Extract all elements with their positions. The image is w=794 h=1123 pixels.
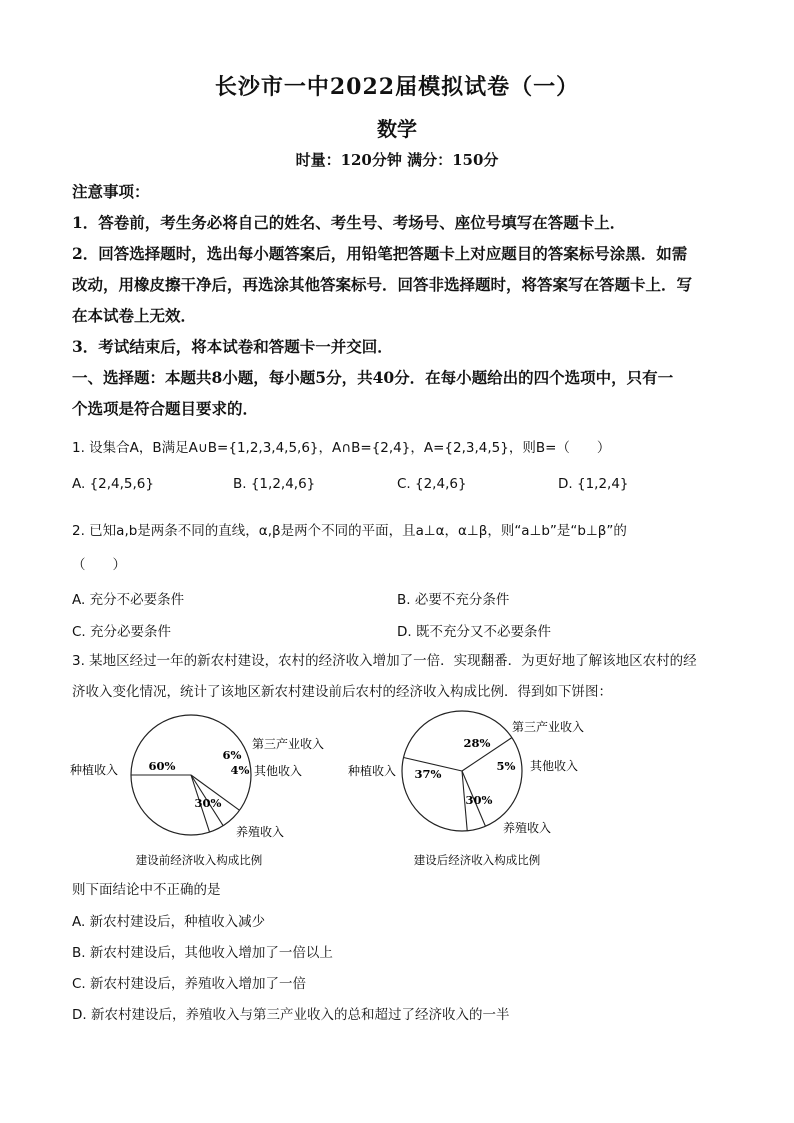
pie-slice-value-label: 4% (230, 763, 250, 777)
question-3-option-c: C. 新农村建设后，养殖收入增加了一倍 (72, 976, 307, 992)
pie-chart-after (348, 711, 584, 867)
question-1-option-b: B. {1,2,4,6} (233, 476, 316, 492)
pie-slice-value-label: 60% (148, 759, 176, 773)
pie-chart-before (70, 715, 324, 867)
pie-category-label: 养殖收入 (503, 821, 552, 835)
question-1-stem: 1. 设集合A，B满足A∪B={1,2,3,4,5,6}，A∩B={2,4}，A={2,3,4,5}，则B=（ ） (72, 440, 611, 456)
pie-category-label: 第三产业收入 (252, 737, 325, 751)
section-1-heading-line-2: 个选项是符合题目要求的． (72, 399, 259, 418)
pie-category-label: 种植收入 (70, 763, 119, 777)
pie-slice-value-label: 28% (463, 736, 491, 750)
question-1 (72, 436, 722, 456)
pie-chart-title: 建设后经济收入构成比例 (413, 853, 541, 867)
instructions (72, 176, 722, 424)
pie-charts (0, 700, 794, 880)
pie-category-label: 其他收入 (254, 764, 303, 778)
pie-category-label: 其他收入 (530, 759, 579, 773)
pie-category-label: 种植收入 (348, 764, 397, 778)
question-3-conclusion (72, 878, 722, 898)
pie-slice-value-label: 37% (414, 767, 442, 781)
exam-title: 长沙市一中2022届模拟试卷（一） (214, 74, 580, 100)
exam-time-info: 时量：120分钟 满分：150分 (295, 151, 499, 169)
question-2-option-b: B. 必要不充分条件 (397, 592, 510, 608)
instruction-item-2-line-2: 改动，用橡皮擦干净后，再选涂其他答案标号．回答非选择题时，将答案写在答题卡上．写 (72, 275, 693, 294)
question-3-stem-line-1: 3. 某地区经过一年的新农村建设，农村的经济收入增加了一倍．实现翻番．为更好地了解该地区农村的经 (72, 653, 697, 669)
question-2-stem: 2. 已知a,b是两条不同的直线，α,β是两个不同的平面，且a⊥α，α⊥β，则“a⊥b”是“b⊥β”的 (72, 523, 627, 539)
question-3-stem-line-2: 济收入变化情况，统计了该地区新农村建设前后农村的经济收入构成比例．得到如下饼图： (72, 684, 612, 700)
question-2 (72, 519, 722, 573)
instruction-item-3: 3．考试结束后，将本试卷和答题卡一并交回． (72, 337, 393, 356)
pie-category-label: 第三产业收入 (512, 720, 585, 734)
pie-slice-value-label: 5% (496, 759, 516, 773)
question-2-option-c: C. 充分必要条件 (72, 624, 172, 640)
pie-slice-value-label: 30% (465, 793, 493, 807)
question-1-option-d: D. {1,2,4} (558, 476, 629, 492)
exam-subject: 数学 (377, 117, 417, 141)
question-3-option-d: D. 新农村建设后，养殖收入与第三产业收入的总和超过了经济收入的一半 (72, 1007, 510, 1023)
question-3 (72, 651, 722, 702)
section-1-heading-line-1: 一、选择题：本题共8小题，每小题5分，共40分．在每小题给出的四个选项中，只有一 (72, 368, 674, 387)
question-2-option-a: A. 充分不必要条件 (72, 592, 185, 608)
instruction-item-2-line-1: 2．回答选择题时，选出每小题答案后，用铅笔把答题卡上对应题目的答案标号涂黑．如需 (72, 244, 688, 263)
instruction-item-1: 1．答卷前，考生务必将自己的姓名、考生号、考场号、座位号填写在答题卡上． (72, 213, 626, 232)
question-3-option-a: A. 新农村建设后，种植收入减少 (72, 914, 266, 930)
question-2-option-d: D. 既不充分又不必要条件 (397, 624, 551, 640)
pie-slice-value-label: 30% (194, 796, 222, 810)
instructions-heading: 注意事项： (72, 182, 150, 201)
question-1-option-a: A. {2,4,5,6} (72, 476, 154, 492)
pie-slice-value-label: 6% (222, 748, 242, 762)
question-3-option-b: B. 新农村建设后，其他收入增加了一倍以上 (72, 945, 333, 961)
question-1-option-c: C. {2,4,6} (397, 476, 467, 492)
pie-category-label: 养殖收入 (236, 825, 285, 839)
instruction-item-2-line-3: 在本试卷上无效． (72, 306, 197, 325)
question-2-paren: （ ） (72, 557, 126, 573)
pie-chart-title: 建设前经济收入构成比例 (135, 853, 263, 867)
question-3-conclusion-text: 则下面结论中不正确的是 (72, 882, 221, 898)
